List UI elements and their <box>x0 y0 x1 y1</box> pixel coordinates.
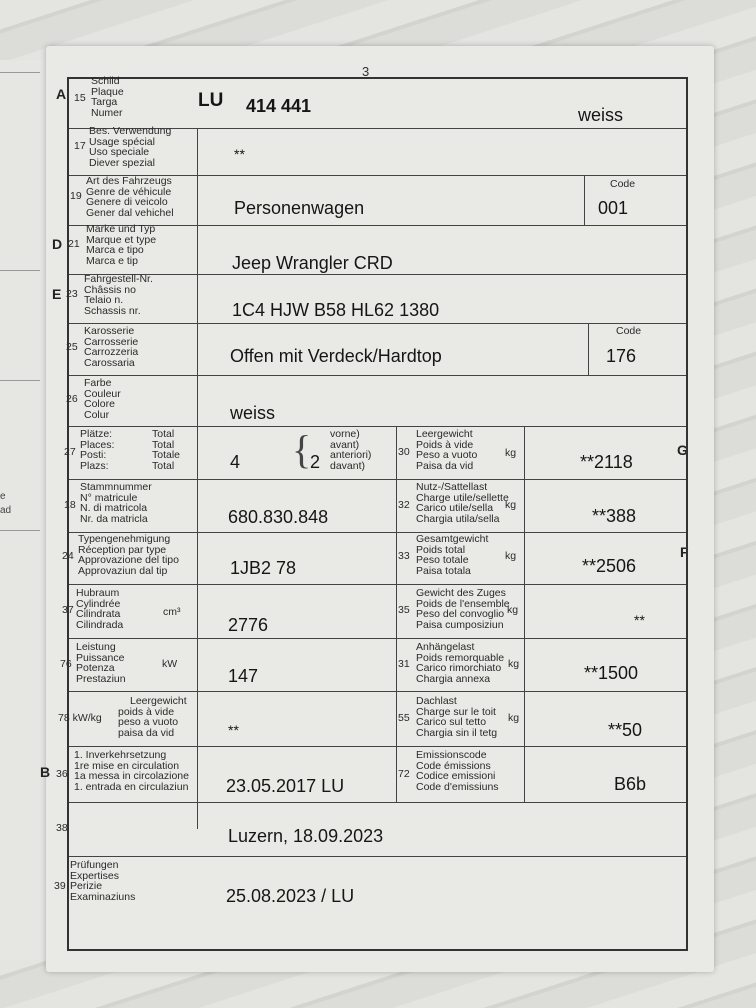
label-inspections: Prüfungen Expertises Perizie Examinaziuns <box>70 859 136 903</box>
field-number-19: 19 <box>70 190 82 202</box>
label-make-model: Marke und Typ Marque et type Marca e tipo Marca e tip <box>86 223 157 267</box>
seats-bracket: { <box>292 427 312 472</box>
plate-number: 414 441 <box>246 96 312 116</box>
label-type-approval: Typengenehmigung Réception par type Approvazione del tipo Approvaziun dal tip <box>78 533 179 577</box>
inspections-value: 25.08.2023 / LU <box>226 886 355 906</box>
label-emission-code: Emissionscode Code émissions Codice emissioni Code d'emissiuns <box>416 749 499 793</box>
towing-load-value: **1500 <box>584 663 639 683</box>
margin-letter-b: B <box>40 764 51 780</box>
field-number-24: 24 <box>62 550 74 562</box>
field-number-23: 23 <box>66 288 78 300</box>
page-number: 3 <box>362 64 370 79</box>
margin-letter-f: F <box>680 544 689 560</box>
make-model-value: Jeep Wrangler CRD <box>232 253 393 273</box>
total-weight-unit: kg <box>505 550 517 562</box>
roof-load-value: **50 <box>608 720 643 740</box>
first-registration-value: 23.05.2017 LU <box>226 776 345 796</box>
displacement-value: 2776 <box>228 615 269 635</box>
label-roof-load: Dachlast Charge sur le toit Carico sul tetto Chargia sin il tetg <box>416 695 498 739</box>
chassis-value: 1C4 HJW B58 HL62 1380 <box>232 300 440 320</box>
plate-color: weiss <box>578 105 624 125</box>
field-number-31: 31 <box>398 658 410 670</box>
field-number-76: 76 <box>60 658 72 670</box>
field-number-36: 36 <box>56 768 68 780</box>
plate-prefix: LU <box>198 90 224 111</box>
towing-load-unit: kg <box>508 658 520 670</box>
label-vehicle-type: Art des Fahrzeugs Genre de véhicule Genere di veicolo Gener dal vehichel <box>86 175 174 219</box>
body-code: 176 <box>606 346 637 366</box>
roof-load-unit: kg <box>508 712 520 724</box>
empty-weight-value: **2118 <box>580 452 633 472</box>
payload-value: **388 <box>592 506 637 526</box>
label-power: Leistung Puissance Potenza Prestaziun <box>76 641 126 685</box>
power-unit: kW <box>162 658 178 670</box>
field-number-17: 17 <box>74 140 86 152</box>
special-use-value: ** <box>234 146 245 162</box>
body-value: Offen mit Verdeck/Hardtop <box>230 346 442 366</box>
label-payload: Nutz-/Sattellast Charge utile/sellette Carico utile/sella Chargia utila/sella <box>416 481 509 525</box>
seats-total-value: 4 <box>230 452 241 472</box>
field-number-15: 15 <box>74 92 86 104</box>
field-number-21: 21 <box>68 238 80 250</box>
field-number-72: 72 <box>398 768 410 780</box>
margin-letter-a: A <box>56 86 67 102</box>
label-body: Karosserie Carrosserie Carrozzeria Carossaria <box>84 325 139 369</box>
field-number-25: 25 <box>66 341 78 353</box>
label-chassis: Fahrgestell-Nr. Châssis no Telaio n. Schassis nr. <box>84 273 153 317</box>
label-color: Farbe Couleur Colore Colur <box>84 377 121 421</box>
label-empty-weight: Leergewicht Poids à vide Peso a vuoto Paisa da vid <box>416 428 478 472</box>
label-plate: Schild Plaque Targa Numer <box>91 75 124 119</box>
label-train-weight: Gewicht des Zuges Poids de l'ensemble Peso del convoglio Paisa cumposiziun <box>416 587 510 631</box>
label-first-registration: 1. Inverkehrsetzung 1re mise en circulation 1a messa in circolazione 1. entrada en circulaziun <box>74 749 189 793</box>
power-value: 147 <box>228 666 259 686</box>
power-weight-value: ** <box>228 722 239 738</box>
body-code-label: Code <box>616 325 642 337</box>
field-number-38: 38 <box>56 822 68 834</box>
label-seats-front: vorne) avant) anteriori) davant) <box>330 428 372 472</box>
label-displacement: Hubraum Cylindrée Cilindrata Cilindrada <box>76 587 124 631</box>
field-number-37: 37 <box>62 604 74 616</box>
field-number-39: 39 <box>54 880 66 892</box>
seats-front-value: 2 <box>310 452 321 472</box>
field-number-35: 35 <box>398 604 410 616</box>
label-towing-load: Anhängelast Poids remorquable Carico rimorchiato Chargia annexa <box>416 641 505 685</box>
label-power-weight: Leergewicht poids à vide peso a vuoto paisa da vid <box>118 695 187 739</box>
field-number-32: 32 <box>398 499 410 511</box>
issue-place-date-value: Luzern, 18.09.2023 <box>228 826 384 846</box>
field-number-78: 78 kW/kg <box>58 712 102 724</box>
train-weight-value: ** <box>634 612 645 628</box>
empty-weight-unit: kg <box>505 447 517 459</box>
master-number-value: 680.830.848 <box>228 507 329 527</box>
label-special-use: Bes. Verwendung Usage spécial Uso speciale Diever spezial <box>89 125 172 169</box>
vehicle-type-value: Personenwagen <box>234 198 365 218</box>
color-value: weiss <box>230 403 276 423</box>
displacement-unit: cm³ <box>163 606 181 618</box>
label-total-weight: Gesamtgewicht Poids total Peso totale Paisa totala <box>416 533 489 577</box>
field-number-55: 55 <box>398 712 410 724</box>
previous-page-text: e ad <box>0 491 12 516</box>
field-number-27: 27 <box>64 446 76 458</box>
emission-code-value: B6b <box>614 774 647 794</box>
margin-letter-d: D <box>52 236 63 252</box>
label-seats-total: Total Total Totale Total <box>152 428 181 472</box>
vehicle-type-code: 001 <box>598 198 629 218</box>
field-number-18: 18 <box>64 499 76 511</box>
total-weight-value: **2506 <box>582 556 637 576</box>
field-number-30: 30 <box>398 446 410 458</box>
train-weight-unit: kg <box>507 604 519 616</box>
payload-unit: kg <box>505 499 517 511</box>
label-seats: Plätze: Places: Posti: Plazs: <box>80 428 115 472</box>
field-number-26: 26 <box>66 393 78 405</box>
label-master-number: Stammnummer N° matricule N. di matricola Nr. da matricla <box>80 481 152 525</box>
vehicle-type-code-label: Code <box>610 178 636 190</box>
type-approval-value: 1JB2 78 <box>230 558 297 578</box>
margin-letter-g: G <box>677 442 688 458</box>
field-number-33: 33 <box>398 550 410 562</box>
margin-letter-e: E <box>52 286 62 302</box>
